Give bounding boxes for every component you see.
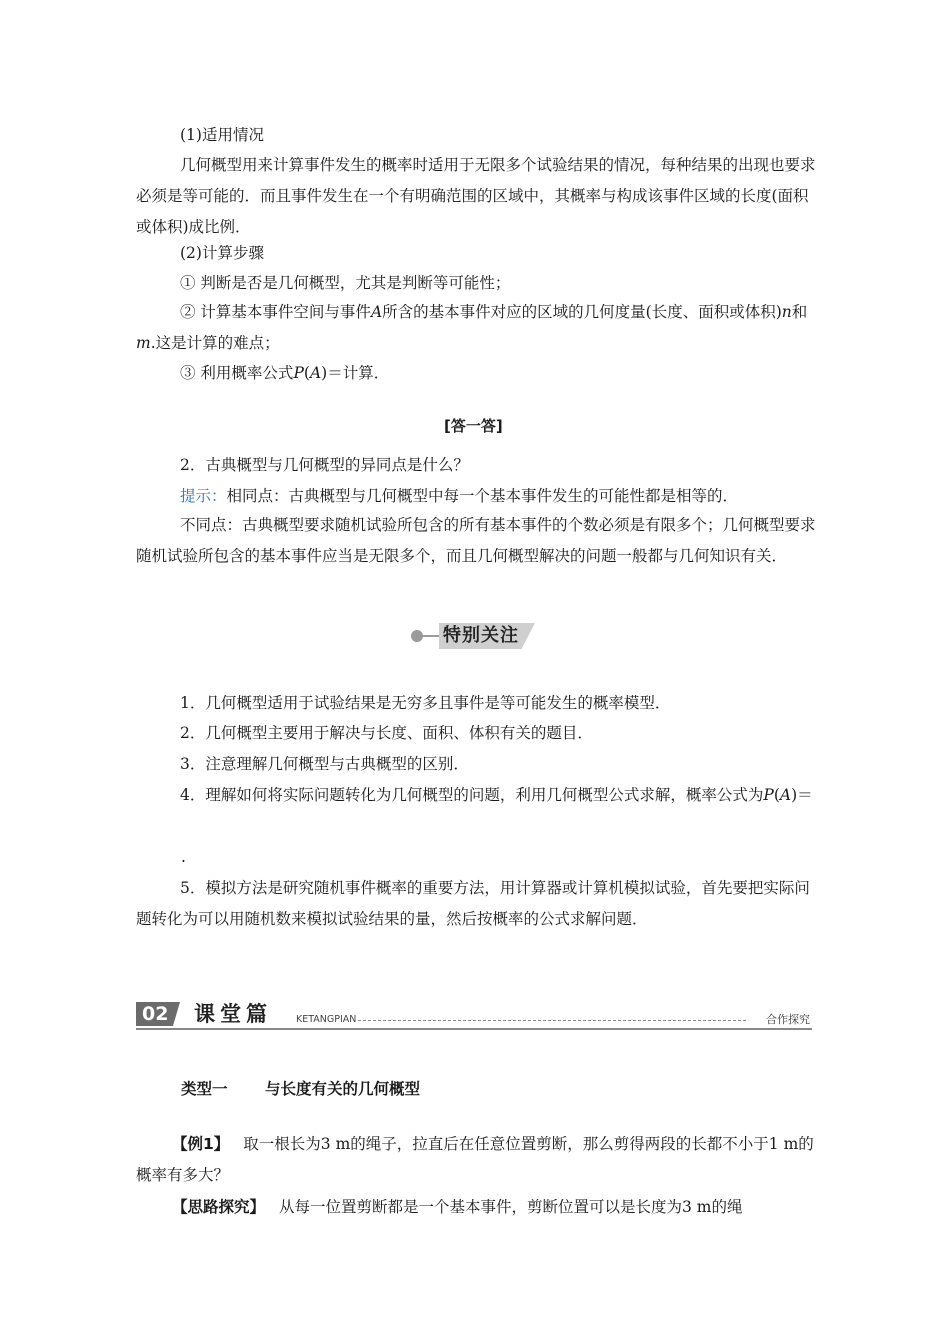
step-2-text-b: 所含的基本事件对应的区域的几何度量(长度、面积或体积) bbox=[382, 303, 782, 321]
step-2-var-m: m bbox=[136, 334, 151, 352]
step-2 bbox=[136, 297, 816, 359]
step-3-text-c: )＝计算． bbox=[321, 364, 390, 382]
note-4-var-A: A bbox=[779, 786, 792, 804]
note-5: 5．模拟方法是研究随机事件概率的重要方法，用计算器或计算机模拟试验，首先要把实际问题转化为可以用随机数来模拟试验结果的量，然后按概率的公式求解问题． bbox=[136, 879, 810, 928]
step-3-paren-open: ( bbox=[303, 364, 310, 382]
section-tag: 合作探究 bbox=[766, 1013, 810, 1026]
note-2-text: 2．几何概型主要用于解决与长度、面积、体积有关的题目． bbox=[180, 724, 593, 742]
type-title: 与长度有关的几何概型 bbox=[265, 1080, 421, 1098]
qa-title: [答一答] bbox=[444, 417, 503, 435]
step-3-var-P: P bbox=[293, 364, 304, 382]
type-label: 类型一 bbox=[181, 1080, 228, 1098]
badge-dot-icon bbox=[411, 630, 423, 642]
section-rule bbox=[136, 1028, 812, 1030]
section-title: 课堂篇 bbox=[194, 1002, 272, 1026]
qa-diff: 不同点：古典概型要求随机试验所包含的所有基本事件的个数必须是有限多个；几何概型要求随机试验所包含的基本事件应当是无限多个，而且几何概型解决的问题一般都与几何知识有关． bbox=[136, 516, 816, 565]
paragraph-applicable: 几何概型用来计算事件发生的概率时适用于无限多个试验结果的情况，每种结果的出现也要求必须是等可能的．而且事件发生在一个有明确范围的区域中，其概率与构成该事件区域的长度(面积或体积)成比例． bbox=[136, 156, 816, 236]
heading-applicable bbox=[136, 120, 816, 151]
qa-question bbox=[136, 450, 816, 481]
note-4-paren-open: ( bbox=[773, 786, 780, 804]
qa-same-text: 相同点：古典概型与几何概型中每一个基本事件发生的可能性都是相等的． bbox=[226, 487, 739, 505]
section-number: 02 bbox=[142, 1003, 169, 1025]
example-label: 【例1】 bbox=[172, 1135, 230, 1153]
note-3 bbox=[136, 749, 816, 780]
step-3 bbox=[136, 358, 816, 389]
example-text: 取一根长为3 m的绳子，拉直后在任意位置剪断，那么剪得两段的长都不小于1 m的概率有多大？ bbox=[136, 1135, 814, 1184]
step-3-var-A: A bbox=[309, 364, 322, 382]
note-2 bbox=[136, 718, 816, 749]
step-2-text-a: ② 计算基本事件空间与事件 bbox=[180, 303, 371, 321]
badge-label: 特别关注 bbox=[443, 625, 519, 646]
section-english: KETANGPIAN bbox=[296, 1014, 357, 1025]
step-2-text-d: .这是计算的难点； bbox=[150, 334, 280, 352]
qa-question-text: 2．古典概型与几何概型的异同点是什么？ bbox=[180, 456, 469, 474]
note-4-dot: . bbox=[181, 848, 186, 866]
qa-same bbox=[136, 481, 816, 512]
hint-label: 提示： bbox=[180, 487, 227, 505]
step-3-text-a: ③ 利用概率公式 bbox=[180, 364, 294, 382]
step-2-var-n: n bbox=[781, 303, 792, 321]
note-4 bbox=[136, 780, 816, 811]
approach-label: 【思路探究】 bbox=[172, 1198, 266, 1216]
heading-steps bbox=[136, 238, 816, 269]
step-1 bbox=[136, 268, 816, 299]
section-dashed-line bbox=[358, 1020, 746, 1021]
heading-steps-text: (2)计算步骤 bbox=[180, 244, 264, 262]
note-4-text: 4．理解如何将实际问题转化为几何概型的问题，利用几何概型公式求解，概率公式为 bbox=[180, 786, 764, 804]
note-1 bbox=[136, 688, 816, 719]
note-3-text: 3．注意理解几何概型与古典概型的区别． bbox=[180, 755, 469, 773]
note-4-var-P: P bbox=[763, 786, 774, 804]
example-1 bbox=[136, 1129, 816, 1191]
step-2-var-A: A bbox=[370, 303, 383, 321]
note-1-text: 1．几何概型适用于试验结果是无穷多且事件是等可能发生的概率模型． bbox=[180, 694, 671, 712]
step-2-text-c: 和 bbox=[791, 303, 808, 321]
section-header bbox=[136, 1000, 812, 1032]
step-1-text: ① 判断是否是几何概型，尤其是判断等可能性； bbox=[180, 274, 511, 292]
special-attention-badge bbox=[411, 621, 537, 651]
approach bbox=[136, 1192, 816, 1223]
note-4-equals: )＝ bbox=[791, 786, 813, 804]
approach-text: 从每一位置剪断都是一个基本事件，剪断位置可以是长度为3 m的绳 bbox=[279, 1198, 743, 1216]
heading-applicable-text: (1)适用情况 bbox=[180, 126, 264, 144]
